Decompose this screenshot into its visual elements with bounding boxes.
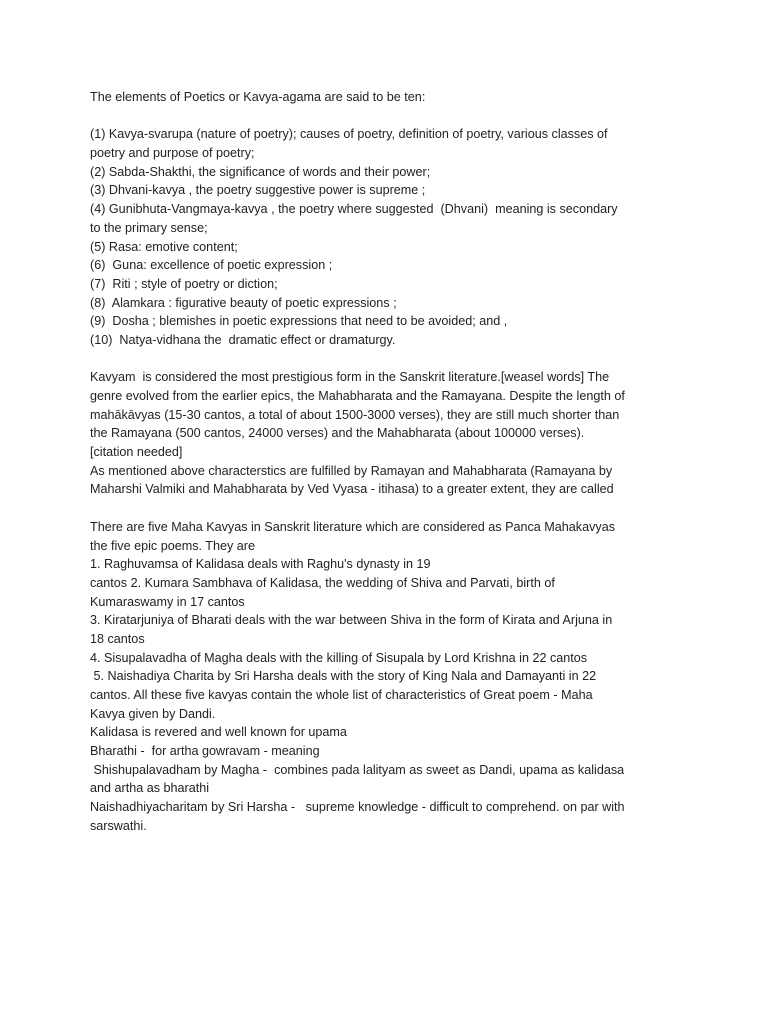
- text-line: to the primary sense;: [90, 220, 208, 235]
- text-line: Bharathi - for artha gowravam - meaning: [90, 744, 320, 759]
- text-line: and artha as bharathi: [90, 781, 210, 796]
- text-line: (10) Natya-vidhana the dramatic effect or dramaturgy.: [90, 332, 396, 347]
- text-line: 4. Sisupalavadha of Magha deals with the killing of Sisupala by Lord Krishna in 22 cantos: [90, 650, 588, 665]
- text-line: Kavyam is considered the most prestigious form in the Sanskrit literature.[weasel words] The: [90, 370, 610, 385]
- text-line: [citation needed]: [90, 445, 183, 460]
- text-line: (4) Gunibhuta-Vangmaya-kavya , the poetry where suggested (Dhvani) meaning is secondary: [90, 202, 618, 217]
- text-line: (5) Rasa: emotive content;: [90, 239, 238, 254]
- text-line: cantos 2. Kumara Sambhava of Kalidasa, the wedding of Shiva and Parvati, birth of: [90, 575, 555, 590]
- text-line: genre evolved from the earlier epics, the Mahabharata and the Ramayana. Despite the length of: [90, 389, 625, 403]
- text-line: [90, 107, 690, 126]
- text-line: (9) Dosha ; blemishes in poetic expressions that need to be avoided; and ,: [90, 314, 508, 329]
- text-line: the Ramayana (500 cantos, 24000 verses) and the Mahabharata (about 100000 verses).: [90, 426, 585, 441]
- text-line: Kavya given by Dandi.: [90, 706, 216, 721]
- text-line: (6) Guna: excellence of poetic expression ;: [90, 258, 333, 273]
- text-line: (7) Riti ; style of poetry or diction;: [90, 276, 278, 291]
- text-line: [90, 350, 690, 369]
- text-line: sarswathi.: [90, 818, 147, 833]
- text-line: cantos. All these five kavyas contain the whole list of characteristics of Great poem - Maha: [90, 688, 593, 702]
- text-line: (3) Dhvani-kavya , the poetry suggestive power is supreme ;: [90, 183, 426, 198]
- text-line: The elements of Poetics or Kavya-agama are said to be ten:: [90, 90, 426, 104]
- text-line: Naishadhiyacharitam by Sri Harsha - supreme knowledge - difficult to comprehend. on par with: [90, 800, 625, 815]
- text-line: As mentioned above characterstics are fulfilled by Ramayan and Mahabharata (Ramayana by: [90, 463, 613, 478]
- text-line: (2) Sabda-Shakthi, the significance of words and their power;: [90, 164, 431, 179]
- text-line: (8) Alamkara : figurative beauty of poetic expressions ;: [90, 295, 397, 310]
- text-line: 5. Naishadiya Charita by Sri Harsha deals with the story of King Nala and Damayanti in 22: [90, 669, 597, 684]
- document-text: [90, 88, 690, 836]
- text-line: mahākāvyas (15-30 cantos, a total of about 1500-3000 verses), they are still much shorter than: [90, 407, 620, 422]
- text-line: Shishupalavadham by Magha - combines pada lalityam as sweet as Dandi, upama as kalidasa: [90, 762, 625, 777]
- text-line: Kumaraswamy in 17 cantos: [90, 594, 245, 609]
- text-line: [90, 499, 690, 518]
- text-line: the five epic poems. They are: [90, 538, 255, 553]
- text-line: 18 cantos: [90, 631, 145, 646]
- text-line: (1) Kavya-svarupa (nature of poetry); causes of poetry, definition of poetry, various classes of: [90, 127, 608, 142]
- text-line: There are five Maha Kavyas in Sanskrit literature which are considered as Panca Mahakavyas: [90, 519, 615, 534]
- text-line: poetry and purpose of poetry;: [90, 146, 255, 161]
- text-line: 1. Raghuvamsa of Kalidasa deals with Raghu's dynasty in 19: [90, 557, 431, 572]
- text-line: Maharshi Valmiki and Mahabharata by Ved Vyasa - itihasa) to a greater extent, they are called: [90, 482, 614, 497]
- text-line: Kalidasa is revered and well known for upama: [90, 725, 347, 740]
- text-line: 3. Kiratarjuniya of Bharati deals with the war between Shiva in the form of Kirata and Arjuna in: [90, 613, 613, 628]
